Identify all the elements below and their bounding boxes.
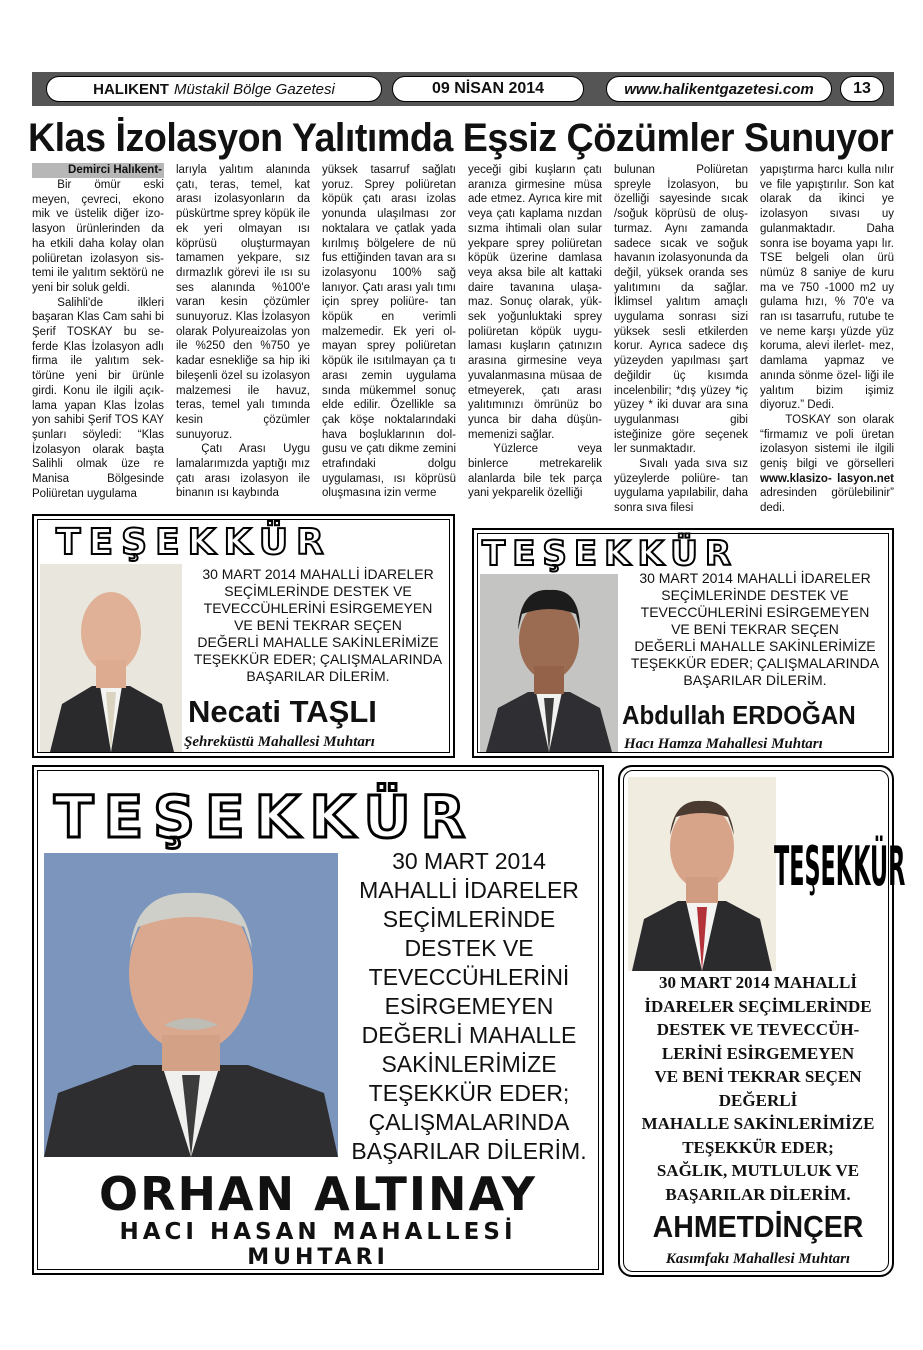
paragraph-text: adresinden görülebilinir” dedi. bbox=[760, 487, 894, 515]
official-name: ORHAN ALTINAY bbox=[99, 1167, 537, 1221]
paragraph: Salihli'de ilkleri başaran Klas Cam sahi bi Şerif TOSKAY bu se- ferde Klas İzolasyon adlı firma ile yalıtım sek- törüne yeni bir ürünle girdi. Konu ile ilgili açık- lama yapan Klas İzolas yon sahibi Şerif TOS KAY şunları söyledi: “Klas İzolasyon olarak başta Salihli olmak üze re Manisa Bölgesinde Poliüretan uygulama bbox=[32, 296, 164, 500]
ad-line: SEÇİMLERİNDE DESTEK VE bbox=[661, 587, 849, 603]
ad-line: DESTEK VE TEVECCÜH- bbox=[656, 1020, 860, 1039]
paragraph: yüksek tasarruf sağlatı yoruz. Sprey poliüretan köpük çatı arası izolas yonunda ulaşılması zor noktalara ve çatlak yada kırılmış bölgelere de nü fus ettiğinden tavan ara sı izolasyonu 100% sağ lanıyor. Çatı arası yalı tımı için sprey poliüre- tan köpük en verimli malzemedir. Ek yeri ol- mayan sprey poliüretan köpük ile ısıtılmayan ça tı arası zemin uygulama sında mükemmel sonuç elde edilir. Özellikle sa çak köşe noktalarındaki hava boşluklarının dol- gusu ve çatı dikme zemini etrafındaki dolgu uygulaması, ısı köprüsü oluşmasına izin verme bbox=[322, 164, 456, 500]
article-column-2 bbox=[176, 163, 310, 521]
ad-line: VE BENİ TEKRAR SEÇEN bbox=[234, 617, 402, 633]
ad-title: TEŞEKKÜR bbox=[56, 522, 332, 563]
ad-message bbox=[184, 566, 452, 685]
issue-date: 09 NİSAN 2014 bbox=[392, 76, 584, 102]
ad-line: BAŞARILAR DİLERİM. bbox=[246, 668, 390, 684]
paragraph: yapıştırma harcı kulla nılır ve file yapıştırılır. Son kat olarak da ikinci ye izolasyon sıvası uy gulanmaktadır. Daha sonra ise boyama yapı lır. TSE belgeli olan ürü nümüz 8 saniye de kuru ma ve 750 -1000 m2 uy gulama hızı, % 70'e va ran ısı tasarrufu, rutube te ve neme karşı yüzde yüz koruma, alevi ilerlet- mez, damlama yapmaz ve anında sönme özel- liği ile yalıtım bizim işimiz diyoruz.” Dedi. bbox=[760, 164, 894, 412]
official-role: Kasımfakı Mahallesi Muhtarı bbox=[665, 1251, 851, 1267]
portrait-photo bbox=[40, 564, 182, 752]
portrait-photo bbox=[628, 777, 776, 971]
ad-message bbox=[628, 971, 888, 1206]
portrait-photo bbox=[480, 574, 618, 752]
ad-line: SEÇİMLERİNDE DESTEK VE bbox=[224, 583, 412, 599]
paragraph-text: TOSKAY son olarak “firmamız ve poli üretan izolasyon sistemi ile ilgili geniş bilgi ve görselleri bbox=[760, 413, 894, 471]
paragraph: Çatı Arası Uygu lamalarımızda yaptığı mız çatı arası izolasyon ile binanın ısı kaybında bbox=[176, 443, 310, 500]
official-name: Abdullah ERDOĞAN bbox=[622, 700, 856, 730]
paragraph bbox=[760, 413, 894, 516]
ad-title: TEŞEKKÜR bbox=[54, 783, 476, 851]
ad-line: SAĞLIK, MUTLULUK VE bbox=[656, 1161, 860, 1180]
paragraph: yeceği gibi kuşların çatı aranıza girmesine müsa ade etmez. Ayrıca kire mit veya çatı kaplama nızdan sızma ihtimali olan sular yekpare sprey poliüretan köpük üzerine damlasa veya aksa bile alt kattaki daire tavanına ulaşa- maz. Sonuç olarak, yük- sek yoğunluktaki sprey poliüretan köpük uygu- laması kuşların çatınızın arasına girmesine veya yuvalanmasına müsaa de etmeyerek, çatı arası yalıtımınızı ömrünüz bo yunca bir daha düşün- memenizi sağlar. bbox=[468, 164, 602, 441]
ad-line: 30 MART 2014 MAHALLİ İDARELER bbox=[639, 570, 871, 586]
thank-you-ad-2 bbox=[472, 528, 894, 758]
ad-line: TEŞEKKÜR EDER; bbox=[368, 1080, 570, 1106]
ad-line: DEĞERLİ MAHALLE SAKİNLERİMİZE bbox=[197, 634, 439, 650]
website-link[interactable]: www.halikentgazetesi.com bbox=[606, 76, 832, 102]
article-column-4 bbox=[468, 163, 602, 521]
official-role: HACI HASAN MAHALLESİ bbox=[119, 1219, 517, 1245]
paragraph: larıyla yalıtım alanında çatı, teras, temel, kat arası izolasyonların da püskürtme sprey köpük ile ek yeri olmayan ısı köprüsü oluşturmayan tamamen yekpare, sız dırmazlık görevi ile ısı su ses alanında %100'e varan kesin çözümler sunuyoruz. Klas İzolasyon olarak Polyureaizolas yon ile %250 den %750 ye kadar esnekliğe sa hip iki bileşenli özel su izolasyon malzemesi ile havuz, teras, temel yalı tımında kesin çözümler sunuyoruz. bbox=[176, 164, 310, 441]
official-name: Necati TAŞLI bbox=[188, 694, 377, 729]
ad-message bbox=[342, 847, 596, 1166]
ad-line: ÇALIŞMALARINDA bbox=[368, 1109, 570, 1135]
ad-message bbox=[620, 570, 890, 689]
official-role: Hacı Hamza Mahallesi Muhtarı bbox=[624, 736, 823, 752]
thank-you-ad-3 bbox=[32, 765, 604, 1275]
ad-line: BAŞARILAR DİLERİM. bbox=[665, 1184, 851, 1204]
paragraph: Bir ömür eski meyen, çevreci, ekono mik ve üstelik diğer izo- lasyon ürünlerinden da ha etkili daha kolay olan poliüretan izolasyon sis- temi ile yalıtım sektörü ne yeni bir soluk geldi. bbox=[32, 179, 164, 294]
paper-tagline: Müstakil Bölge Gazetesi bbox=[173, 80, 335, 98]
ad-line: 30 MART 2014 bbox=[392, 848, 546, 874]
paragraph: bulunan Poliüretan spreyle İzolasyon, bu özelliği sayesinde sıcak /soğuk köprüsü de oluş- turmaz. Aynı zamanda sadece sıcak ve soğuk havanın izolasyonunda da değil, yüksek oranda ses yalıtımını da sağlar. İklimsel yalıtım amaçlı uygulama sonrası sizi yüksek sesli etkilerden korur. Ayrıca sadece dış yüzeyden yapılması şart değildir üç kısımda incelenbilir; *dış yüzey *iç yüzey * iki duvar ara sına uygulanması gibi isteğinize göre seçenek ler sunmaktadır. bbox=[614, 164, 748, 456]
ad-line: TEŞEKKÜR EDER; bbox=[682, 1137, 834, 1157]
ad-line: SAKİNLERİMİZE bbox=[381, 1051, 557, 1077]
paper-title bbox=[46, 76, 382, 102]
paragraph: Yüzlerce veya binlerce metrekarelik alanlarda bile tek parça yani yekparelik özelliği bbox=[468, 443, 602, 500]
page-number: 13 bbox=[840, 76, 884, 102]
article-column-5 bbox=[614, 163, 748, 521]
ad-line: TEVECCÜHLERİNİ bbox=[368, 964, 570, 990]
official-role: Şehreküstü Mahallesi Muhtarı bbox=[184, 734, 375, 750]
ad-line: DEĞERLİ bbox=[718, 1090, 798, 1110]
ad-line: MAHALLE SAKİNLERİMİZE bbox=[641, 1114, 875, 1133]
paper-name: HALIKENT bbox=[93, 80, 169, 98]
ad-title: TEŞEKKÜR bbox=[482, 534, 739, 574]
ad-line: LERİNİ ESİRGEMEYEN bbox=[661, 1043, 855, 1063]
ad-title: TEŞEKKÜR bbox=[774, 837, 906, 899]
article-column-1 bbox=[32, 178, 164, 523]
ad-line: İDARELER SEÇİMLERİNDE bbox=[644, 996, 872, 1016]
article-byline: Demirci Halıkent- bbox=[32, 163, 164, 178]
ad-line: DEĞERLİ MAHALLE SAKİNLERİMİZE bbox=[634, 638, 876, 654]
ad-line: DESTEK VE bbox=[404, 935, 534, 961]
ad-line: TEVECCÜHLERİNİ ESİRGEMEYEN bbox=[640, 604, 870, 620]
ad-line: ESİRGEMEYEN bbox=[384, 993, 554, 1019]
website-ref[interactable]: www.klasizo- lasyon.net bbox=[760, 472, 894, 485]
ad-line: TEVECCÜHLERİNİ ESİRGEMEYEN bbox=[203, 600, 433, 616]
thank-you-ad-1 bbox=[32, 514, 455, 758]
ad-line: 30 MART 2014 MAHALLİ İDARELER bbox=[202, 566, 434, 582]
ad-line: SEÇİMLERİNDE bbox=[382, 906, 556, 932]
ad-line: DEĞERLİ MAHALLE bbox=[361, 1022, 577, 1048]
ad-line: BAŞARILAR DİLERİM. bbox=[683, 672, 827, 688]
ad-line: TEŞEKKÜR EDER; ÇALIŞMALARINDA bbox=[193, 651, 443, 667]
article-headline: Klas İzolasyon Yalıtımda Eşsiz Çözümler Sunuyor bbox=[28, 116, 894, 160]
ad-line: MAHALLİ İDARELER bbox=[359, 877, 579, 903]
ad-line: VE BENİ TEKRAR SEÇEN bbox=[671, 621, 839, 637]
thank-you-ad-4 bbox=[618, 765, 906, 1277]
paragraph: Sıvalı yada sıva sız yüzeylerde poliüre- tan uygulama yapılabilir, daha sonra sıva filesi bbox=[614, 458, 748, 515]
official-role-line-2: MUHTARI bbox=[247, 1245, 389, 1270]
ad-line: VE BENİ TEKRAR SEÇEN bbox=[654, 1067, 862, 1086]
ad-line: 30 MART 2014 MAHALLİ bbox=[659, 973, 857, 992]
ad-line: BAŞARILAR DİLERİM. bbox=[351, 1138, 587, 1164]
header-bar bbox=[32, 72, 894, 106]
ad-line: TEŞEKKÜR EDER; ÇALIŞMALARINDA bbox=[630, 655, 880, 671]
portrait-photo bbox=[44, 853, 338, 1157]
article-column-6 bbox=[760, 163, 894, 521]
article-column-3 bbox=[322, 163, 456, 521]
official-name: AHMETDİNÇER bbox=[652, 1209, 864, 1244]
